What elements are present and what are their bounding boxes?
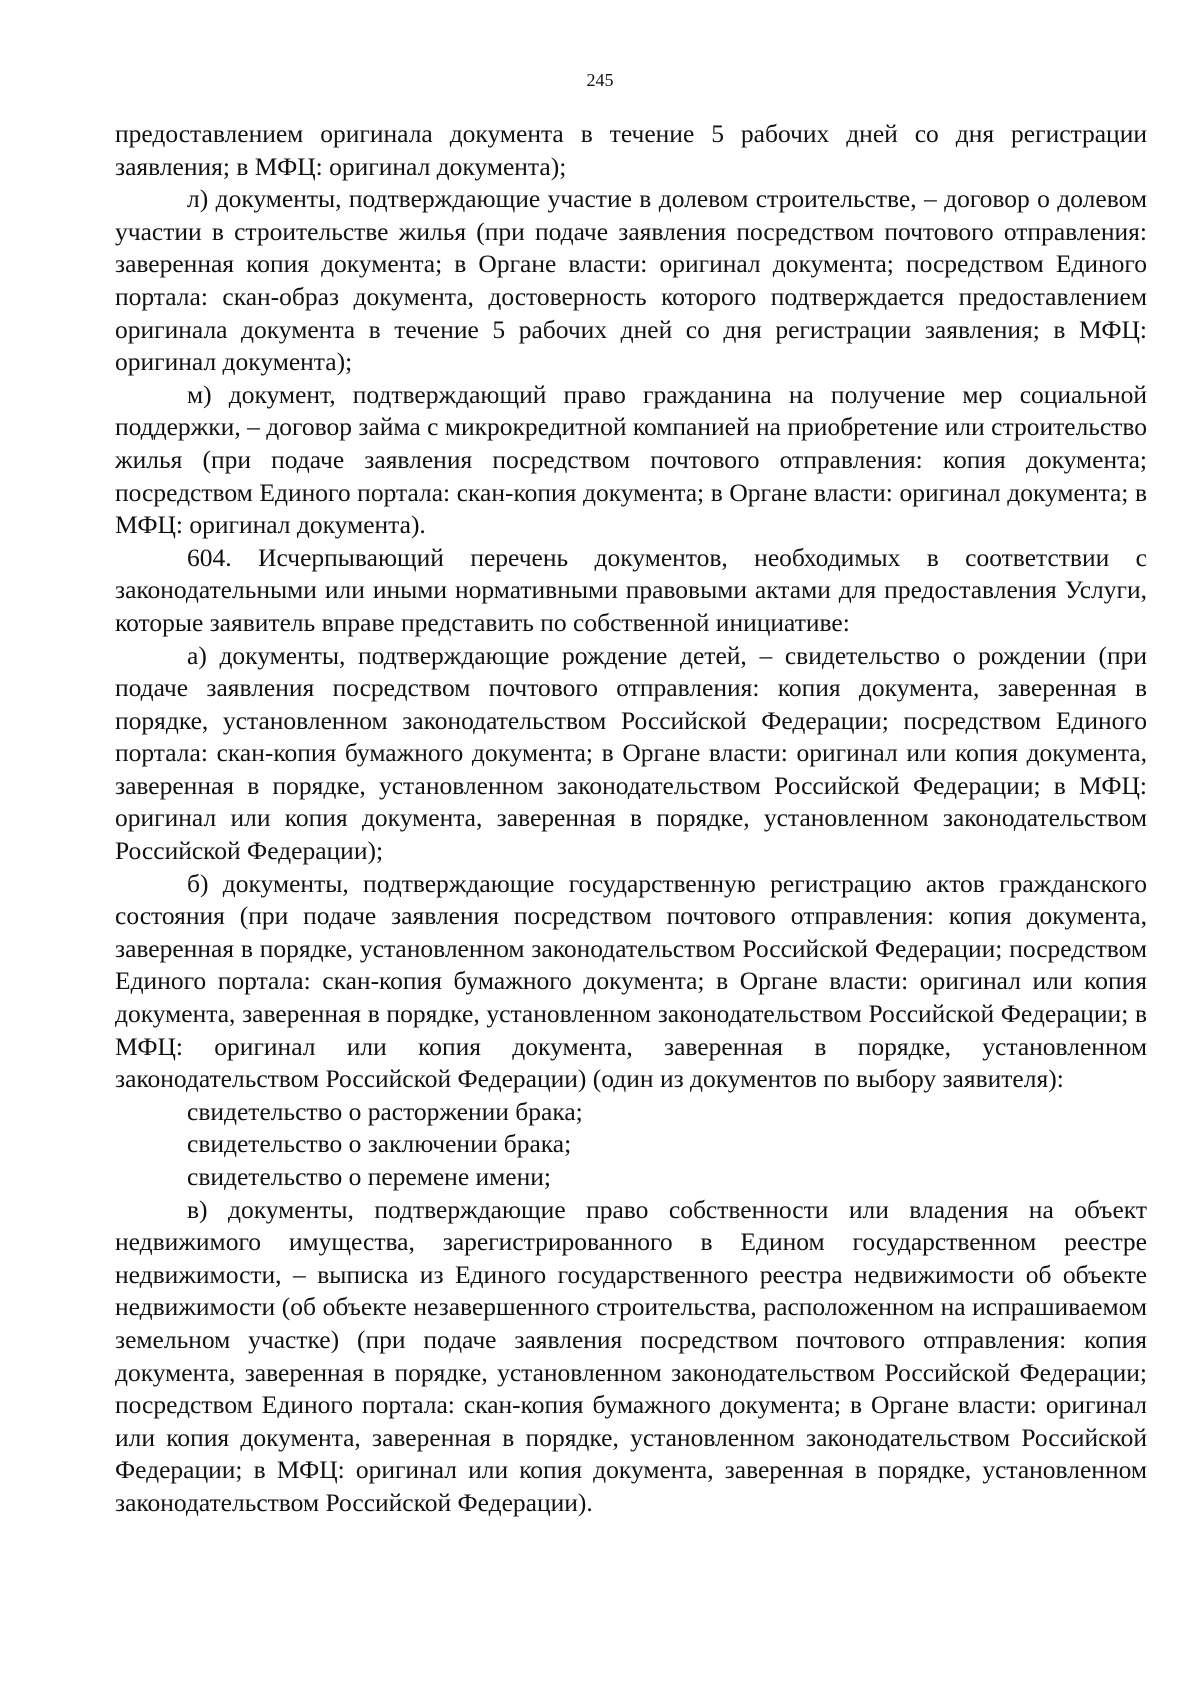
paragraph-item-l: л) документы, подтверждающие участие в долевом строительстве, – договор о долевом участии в строительстве жилья (при подаче заявления посредством почтового отправления: заверенная копия документа; в Органе власти: оригинал документа; посредством Единого портала: скан-образ документа, достоверность которого подтверждается предоставлением оригинала документа в течение 5 рабочих дней со дня регистрации заявления; в МФЦ: оригинал документа); (115, 184, 1147, 377)
paragraph-section-604: 604. Исчерпывающий перечень документов, необходимых в соответствии с законодательными или иными нормативными правовыми актами для предоставления Услуги, которые заявитель вправе представить по собственной инициативе: (115, 542, 1147, 637)
paragraph-item-v: в) документы, подтверждающие право собственности или владения на объект недвижимого имущества, зарегистрированного в Едином государственном реестре недвижимости, – выписка из Единого государственного реестра недвижимости об объекте недвижимости (об объекте незавершенного строительства, расположенном на испрашиваемом земельном участке) (при подаче заявления посредством почтового отправления: копия документа, заверенная в порядке, установленном законодательством Российской Федерации; посредством Единого портала: скан-копия бумажного документа; в Органе власти: оригинал или копия документа, заверенная в порядке, установленном законодательством Российской Федерации; в МФЦ: оригинал или копия документа, заверенная в порядке, установленном законодательством Российской Федерации). (115, 1194, 1147, 1517)
page-number: 245 (586, 70, 614, 90)
paragraph-item-a: а) документы, подтверждающие рождение детей, – свидетельство о рождении (при подаче заявления посредством почтового отправления: копия документа, заверенная в порядке, установленном законодательством Российской Федерации; посредством Единого портала: скан-копия бумажного документа; в Органе власти: оригинал или копия документа, заверенная в порядке, установленном законодательством Российской Федерации; в МФЦ: оригинал или копия документа, заверенная в порядке, установленном законодательством Российской Федерации); (115, 640, 1147, 866)
paragraph-item-m: м) документ, подтверждающий право гражданина на получение мер социальной поддержки, – договор займа с микрокредитной компанией на приобретение или строительство жилья (при подаче заявления посредством почтового отправления: копия документа; посредством Единого портала: скан-копия документа; в Органе власти: оригинал документа; в МФЦ: оригинал документа). (115, 379, 1147, 540)
paragraph-item-b: б) документы, подтверждающие государственную регистрацию актов гражданского состояния (при подаче заявления посредством почтового отправления: копия документа, заверенная в порядке, установленном законодательством Российской Федерации; посредством Единого портала: скан-копия бумажного документа; в Органе власти: оригинал или копия документа, заверенная в порядке, установленном законодательством Российской Федерации; в МФЦ: оригинал или копия документа, заверенная в порядке, установленном законодательством Российской Федерации) (один из документов по выбору заявителя): (115, 868, 1147, 1094)
paragraph-continuation: предоставлением оригинала документа в течение 5 рабочих дней со дня регистрации заявления; в МФЦ: оригинал документа); (115, 119, 1147, 181)
list-item-marriage-certificate: свидетельство о заключении брака; (187, 1129, 572, 1159)
document-body (115, 118, 1147, 1520)
list-item-divorce-certificate: свидетельство о расторжении брака; (187, 1096, 583, 1126)
list-item-name-change-certificate: свидетельство о перемене имени; (187, 1162, 551, 1191)
